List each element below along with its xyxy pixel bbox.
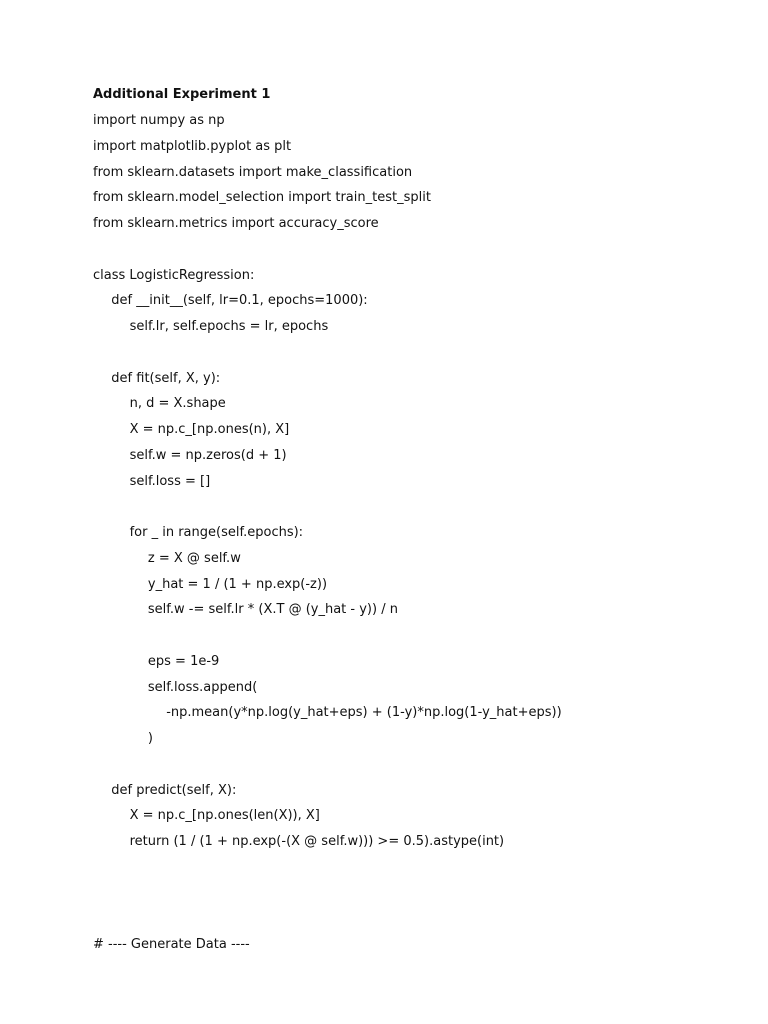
code-line: def predict(self, X): (111, 782, 237, 798)
code-line: self.lr, self.epochs = lr, epochs (129, 319, 329, 334)
code-line: self.w = np.zeros(d + 1) (129, 447, 287, 463)
code-line: return (1 / (1 + np.exp(-(X @ self.w))) >= 0.5).astype(int) (129, 834, 505, 849)
code-line: def fit(self, X, y): (111, 370, 221, 386)
code-line: z = X @ self.w (147, 550, 241, 566)
code-line: ) (147, 731, 153, 746)
code-line: from sklearn.datasets import make_classification (93, 164, 413, 180)
code-line: -np.mean(y*np.log(y_hat+eps) + (1-y)*np.log(1-y_hat+eps)) (166, 705, 562, 721)
code-line: import numpy as np (93, 113, 225, 128)
code-line: eps = 1e-9 (147, 653, 220, 669)
code-line: from sklearn.model_selection import train_test_split (93, 190, 431, 206)
code-line: self.loss = [] (129, 473, 211, 489)
code-line: class LogisticRegression: (93, 267, 255, 283)
code-line: from sklearn.metrics import accuracy_score (93, 216, 379, 231)
code-line: y_hat = 1 / (1 + np.exp(-z)) (147, 576, 328, 592)
document-title: Additional Experiment 1 (93, 87, 271, 102)
code-line: self.loss.append( (147, 679, 258, 695)
code-line: X = np.c_[np.ones(n), X] (129, 422, 290, 437)
code-line: X = np.c_[np.ones(len(X)), X] (129, 808, 320, 824)
code-line: import matplotlib.pyplot as plt (93, 138, 292, 154)
code-line: # ---- Generate Data ---- (93, 937, 250, 952)
code-line: for _ in range(self.epochs): (129, 525, 304, 540)
code-line: def __init__(self, lr=0.1, epochs=1000): (111, 293, 368, 309)
code-line: self.w -= self.lr * (X.T @ (y_hat - y)) / n (147, 602, 398, 618)
code-line: n, d = X.shape (129, 396, 226, 412)
